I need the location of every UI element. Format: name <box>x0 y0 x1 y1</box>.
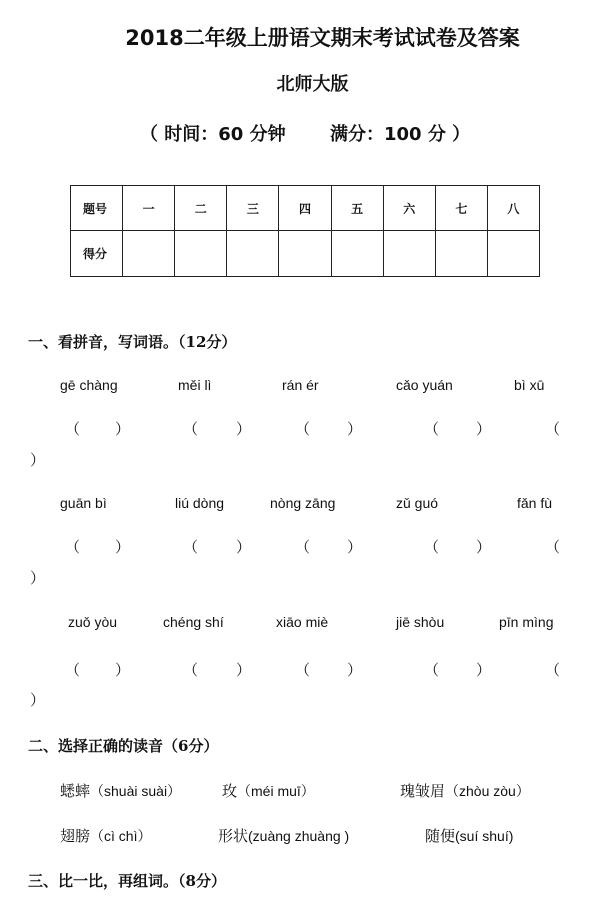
pinyin-item: liú dòng <box>175 495 225 511</box>
score-label: 满分： <box>330 124 384 145</box>
page-title: 2018二年级上册语文期末考试试卷及答案 <box>125 26 520 50</box>
pronunciation-item <box>222 780 315 801</box>
answer-blank-close: ） <box>236 662 252 679</box>
pinyin-choices: （shuài suài） <box>90 783 182 799</box>
pinyin-item: nòng zāng <box>270 495 336 511</box>
pinyin-item: zuǒ yòu <box>68 614 118 630</box>
score-cell[interactable] <box>487 231 539 277</box>
answer-blank-close: ） <box>115 421 131 438</box>
word: 瑰皱眉 <box>400 782 446 800</box>
answer-blank-close: ） <box>347 421 363 438</box>
word: 玫 <box>222 782 238 800</box>
score-cell[interactable] <box>123 231 175 277</box>
answer-blank-close: ） <box>347 539 363 556</box>
answer-blank-open: （ <box>183 539 199 556</box>
pronunciation-item <box>218 825 349 846</box>
answer-blank-close: ） <box>30 452 46 469</box>
section-3-heading: 三、比一比，再组词。（8分） <box>28 872 226 890</box>
pinyin-item: zǔ guó <box>396 495 439 511</box>
answer-blank-close: ） <box>115 662 131 679</box>
score-cell[interactable] <box>227 231 279 277</box>
pinyin-item: gē chàng <box>60 377 118 393</box>
word: 翅膀 <box>60 827 91 845</box>
score-table <box>70 185 540 277</box>
answer-blank-open: （ <box>424 662 440 679</box>
answer-blank-close: ） <box>115 539 131 556</box>
score-cell[interactable] <box>279 231 331 277</box>
score-cell[interactable] <box>383 231 435 277</box>
pinyin-item: měi lì <box>178 377 212 393</box>
answer-blank-open: （ <box>545 539 561 556</box>
time-limit <box>140 120 286 146</box>
score-value: 100 分 ） <box>384 124 471 145</box>
answer-blank-close: ） <box>30 692 46 709</box>
time-value: 60 分钟 <box>218 124 286 145</box>
column-8: 八 <box>487 186 539 231</box>
answer-blank-open: （ <box>424 539 440 556</box>
answer-blank-close: ） <box>236 539 252 556</box>
full-score <box>330 120 470 146</box>
pinyin-choices: (suí shuí) <box>455 828 514 844</box>
pinyin-choices: （zhòu zòu） <box>445 783 530 799</box>
pinyin-item: pīn mìng <box>499 614 554 630</box>
answer-blank-open: （ <box>295 421 311 438</box>
column-7: 七 <box>435 186 487 231</box>
answer-blank-open: （ <box>424 421 440 438</box>
section-1-heading: 一、看拼音，写词语。（12分） <box>28 333 237 351</box>
answer-blank-open: （ <box>545 421 561 438</box>
answer-blank-open: （ <box>183 421 199 438</box>
answer-blank-open: （ <box>65 662 81 679</box>
word: 随便 <box>425 827 456 845</box>
pinyin-item: bì xū <box>514 377 545 393</box>
answer-blank-close: ） <box>236 421 252 438</box>
pinyin-item: chéng shí <box>163 614 224 630</box>
answer-blank-open: （ <box>65 421 81 438</box>
edition-label: 北师大版 <box>276 74 349 95</box>
time-label: （ 时间： <box>140 124 219 145</box>
pinyin-choices: （cì chì） <box>90 828 152 844</box>
pinyin-item: rán ér <box>282 377 319 393</box>
question-number-header: 题号 <box>71 186 123 231</box>
pronunciation-item <box>425 825 513 846</box>
column-2: 二 <box>175 186 227 231</box>
pinyin-item: fǎn fù <box>517 495 553 511</box>
pinyin-item: cǎo yuán <box>396 377 453 393</box>
answer-blank-close: ） <box>476 421 492 438</box>
pinyin-choices: (zuàng zhuàng ) <box>248 828 350 844</box>
answer-blank-open: （ <box>295 539 311 556</box>
answer-blank-open: （ <box>65 539 81 556</box>
score-table-score-row <box>71 231 540 277</box>
answer-blank-close: ） <box>30 570 46 587</box>
score-cell[interactable] <box>435 231 487 277</box>
pronunciation-item <box>60 780 181 801</box>
column-4: 四 <box>279 186 331 231</box>
answer-blank-open: （ <box>545 662 561 679</box>
answer-blank-close: ） <box>347 662 363 679</box>
answer-blank-open: （ <box>295 662 311 679</box>
pinyin-item: xiāo miè <box>276 614 329 630</box>
answer-blank-open: （ <box>183 662 199 679</box>
column-5: 五 <box>331 186 383 231</box>
pronunciation-item <box>60 825 151 846</box>
answer-blank-close: ） <box>476 539 492 556</box>
pinyin-item: jiē shòu <box>396 614 445 630</box>
answer-blank-close: ） <box>476 662 492 679</box>
score-table-header-row <box>71 186 540 231</box>
column-6: 六 <box>383 186 435 231</box>
word: 形状 <box>218 827 249 845</box>
word: 蟋蟀 <box>60 782 91 800</box>
column-1: 一 <box>123 186 175 231</box>
pronunciation-item <box>400 780 530 801</box>
score-cell[interactable] <box>331 231 383 277</box>
section-2-heading: 二、选择正确的读音（6分） <box>28 737 219 755</box>
pinyin-choices: （méi muī） <box>237 783 315 799</box>
score-cell[interactable] <box>175 231 227 277</box>
column-3: 三 <box>227 186 279 231</box>
pinyin-item: guān bì <box>60 495 107 511</box>
score-row-header: 得分 <box>71 231 123 277</box>
